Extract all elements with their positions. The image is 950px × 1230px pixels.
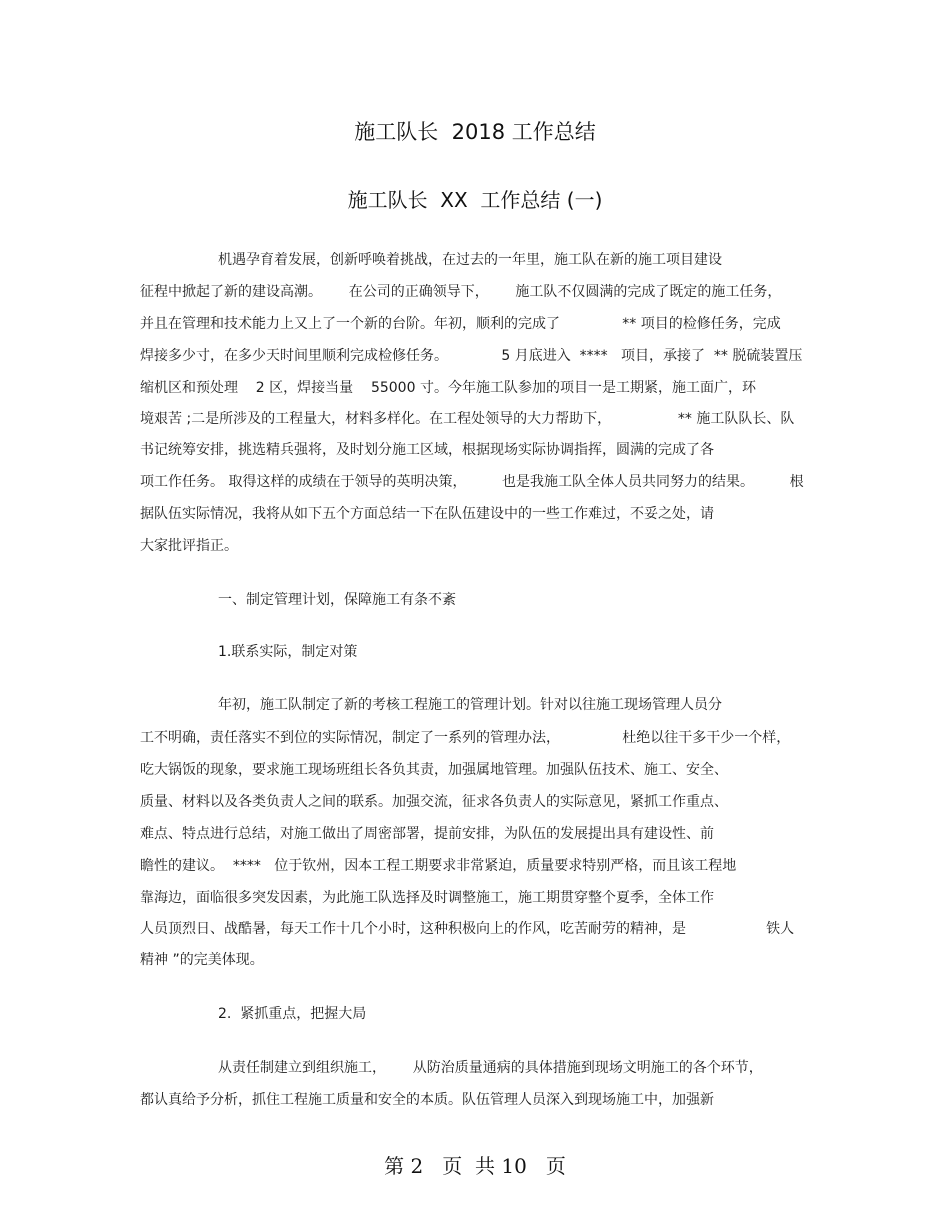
paragraph-line: 吃大锅饭的现象，要求施工现场班组长各负其责，加强属地管理。加强队伍技术、施工、安全、 <box>140 762 728 778</box>
paragraph-line: 从责任制建立到组织施工， 从防治质量通病的具体措施到现场文明施工的各个环节， <box>218 1060 763 1076</box>
subsection-heading: 1.联系实际，制定对策 <box>218 644 358 660</box>
paragraph-line: 项工作任务。 取得这样的成绩在于领导的英明决策， 也是我施工队全体人员共同努力的结果。 根 <box>140 474 804 490</box>
paragraph-line: 据队伍实际情况，我将从如下五个方面总结一下在队伍建设中的一些工作难过，不妥之处，请 <box>140 506 714 522</box>
page-number-footer: 第 2 页 共 10 页 <box>384 1154 566 1178</box>
paragraph-line: 大家批评指正。 <box>140 538 238 554</box>
paragraph-line: 靠海边，面临很多突发因素，为此施工队选择及时调整施工，施工期贯穿整个夏季，全体工作 <box>140 890 714 906</box>
paragraph-line: 机遇孕育着发展，创新呼唤着挑战，在过去的一年里，施工队在新的施工项目建设 <box>218 252 722 268</box>
paragraph-line: 质量、材料以及各类负责人之间的联系。加强交流，征求各负责人的实际意见，紧抓工作重点、 <box>140 794 728 810</box>
paragraph-line: 缩机区和预处理 2 区，焊接当量 55000 寸。今年施工队参加的项目一是工期紧，施工面广，环 <box>140 380 756 396</box>
paragraph-line: 工不明确，责任落实不到位的实际情况，制定了一系列的管理办法， 杜绝以往干多干少一个样， <box>140 730 791 746</box>
paragraph-line: 年初，施工队制定了新的考核工程施工的管理计划。针对以往施工现场管理人员分 <box>218 697 722 713</box>
paragraph-line: 精神 ”的完美体现。 <box>140 952 264 968</box>
paragraph-line: 焊接多少寸，在多少天时间里顺利完成检修任务。 5 月底进入 **** 项目，承接了 ** 脱硫装置压 <box>140 348 803 364</box>
paragraph-line: 境艰苦 ;二是所涉及的工程量大，材料多样化。在工程处领导的大力帮助下， ** 施工队队长、队 <box>140 411 795 427</box>
paragraph-line: 都认真给予分析，抓住工程施工质量和安全的本质。队伍管理人员深入到现场施工中，加强新 <box>140 1092 714 1108</box>
paragraph-line: 征程中掀起了新的建设高潮。 在公司的正确领导下， 施工队不仅圆满的完成了既定的施工任务， <box>140 284 782 300</box>
paragraph-line: 人员顶烈日、战酷暑，每天工作十几个小时，这种积极向上的作风，吃苦耐劳的精神，是 铁人 <box>140 921 795 937</box>
section-heading: 一、制定管理计划，保障施工有条不紊 <box>218 592 456 608</box>
paragraph-line: 瞻性的建议。 **** 位于钦州，因本工程工期要求非常紧迫，质量要求特别严格，而且该工程地 <box>140 858 737 874</box>
paragraph-line: 难点、特点进行总结，对施工做出了周密部署，提前安排，为队伍的发展提出具有建设性、前 <box>140 826 714 842</box>
subsection-heading: 2. 紧抓重点，把握大局 <box>218 1006 367 1022</box>
paragraph-line: 书记统筹安排，挑选精兵强将，及时划分施工区域，根据现场实际协调指挥，圆满的完成了各 <box>140 442 714 458</box>
paragraph-line: 并且在管理和技术能力上又上了一个新的台阶。年初，顺利的完成了 ** 项目的检修任务，完成 <box>140 316 781 332</box>
document-title: 施工队长 2018 工作总结 <box>354 120 596 144</box>
section-subtitle: 施工队长 XX 工作总结 (一) <box>347 188 603 212</box>
